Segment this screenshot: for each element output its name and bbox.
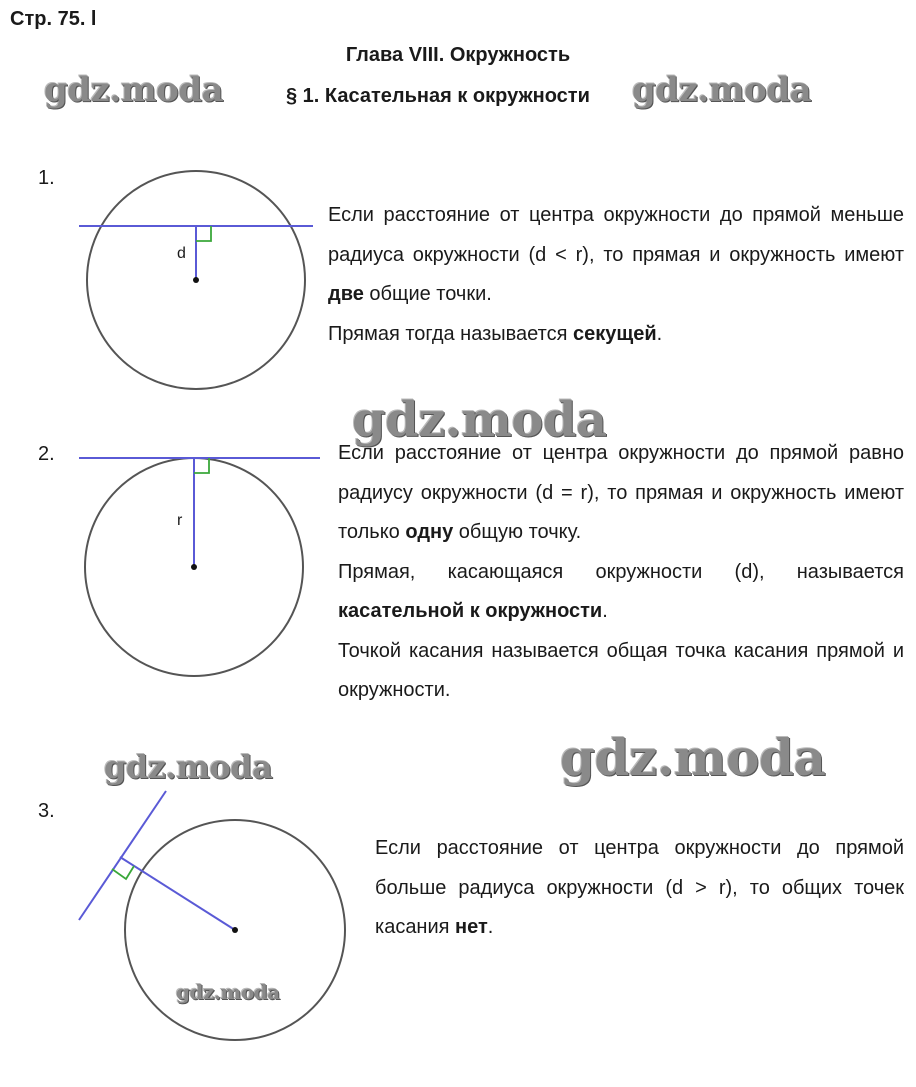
section-title: § 1. Касательная к окружности — [286, 85, 590, 107]
distance-segment — [120, 857, 235, 930]
watermark: gdz.moda — [632, 70, 812, 110]
text: Если расстояние от центра окружности до прямой больше радиуса окружности (d > r), то общих точек касания — [375, 837, 904, 938]
item-1-number: 1. — [38, 167, 55, 189]
page-number: Стр. 75. l — [10, 8, 97, 30]
label-r: r — [177, 512, 183, 529]
item-3-number: 3. — [38, 800, 55, 822]
text: Точкой касания называется общая точка касания прямой и окружности. — [338, 639, 904, 701]
item-2-number: 2. — [38, 443, 55, 465]
paragraph — [328, 315, 904, 355]
paragraph — [375, 829, 904, 948]
watermark: gdz.moda — [352, 392, 607, 448]
right-angle-mark — [196, 226, 211, 241]
text: Если расстояние от центра окружности до прямой меньше радиуса окружности (d < r), то прямая и окружность имеют — [328, 204, 904, 266]
text: Если расстояние от центра окружности до прямой равно радиусу окружности (d = r), то прямая и окружность имеют только — [338, 442, 904, 543]
center-point-1 — [193, 277, 199, 283]
center-point-3 — [232, 927, 238, 933]
watermark: gdz.moda — [104, 748, 273, 786]
bold-text: две — [328, 283, 364, 305]
watermark: gdz.moda — [44, 70, 224, 110]
bold-text: секущей — [572, 322, 657, 345]
paragraph — [338, 553, 904, 632]
chapter-title: Глава VIII. Окружность — [345, 44, 571, 66]
paragraph — [338, 434, 904, 553]
text: . — [656, 322, 663, 345]
bold-text: одну — [405, 521, 454, 543]
text: . — [487, 916, 494, 938]
item-2-text — [338, 434, 904, 711]
watermark: gdz.moda — [560, 728, 826, 787]
text: Прямая тогда называется — [328, 322, 573, 345]
item-1-text — [328, 196, 904, 354]
text: . — [602, 600, 608, 622]
item-3-text — [375, 829, 904, 948]
bold-text: касательной к окружности — [338, 600, 603, 622]
center-point-2 — [191, 564, 197, 570]
text: общие точки. — [363, 283, 492, 305]
paragraph — [338, 632, 904, 711]
paragraph — [328, 196, 904, 315]
right-angle-mark — [194, 458, 209, 473]
bold-text: нет — [455, 916, 488, 938]
text: общую точку. — [453, 521, 582, 543]
label-d: d — [177, 245, 186, 262]
watermark: gdz.moda — [176, 980, 280, 1004]
text: Прямая, касающаяся окружности (d), называется — [338, 560, 904, 583]
